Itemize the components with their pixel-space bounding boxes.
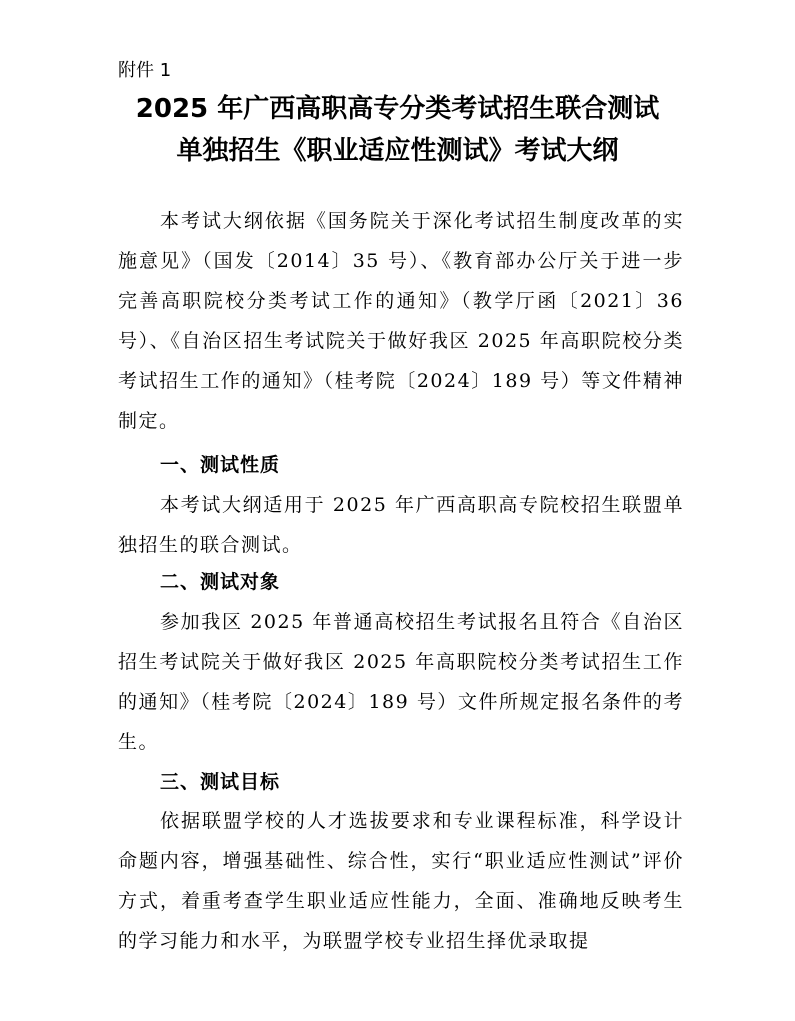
intro-paragraph: 本考试大纲依据《国务院关于深化考试招生制度改革的实施意见》（国发〔2014〕35 号）、《教育部办公厅关于进一步完善高职院校分类考试工作的通知》（教学厅函〔2021〕36 号）、《自治区招生考试院关于做好我区 2025 年高职院校分类考试招生工作的通知》（桂考院〔2024〕189 号）等文件精神制定。 (118, 210, 684, 432)
section-body-nature: 本考试大纲适用于 2025 年广西高职高专院校招生联盟单独招生的联合测试。 (118, 494, 684, 556)
attachment-label: 附件 1 (118, 60, 172, 81)
section-body-objective: 依据联盟学校的人才选拔要求和专业课程标准，科学设计命题内容，增强基础性、综合性，实行“职业适应性测试”评价方式，着重考查学生职业适应性能力，全面、准确地反映考生的学习能力和水平，为联盟学校专业招生择优录取提 (118, 810, 684, 952)
section-heading-nature: 一、测试性质 (160, 454, 281, 476)
section-heading-target: 二、测试对象 (160, 571, 281, 593)
section-body-target: 参加我区 2025 年普通高校招生考试报名且符合《自治区招生考试院关于做好我区 2025 年高职院校分类考试招生工作的通知》（桂考院〔2024〕189 号）文件所规定报名条件的考生。 (118, 611, 684, 753)
section-heading-objective: 三、测试目标 (160, 771, 281, 793)
document-title-line-2: 单独招生《职业适应性测试》考试大纲 (176, 136, 619, 166)
document-title-line-1: 2025 年广西高职高专分类考试招生联合测试 (135, 94, 660, 124)
